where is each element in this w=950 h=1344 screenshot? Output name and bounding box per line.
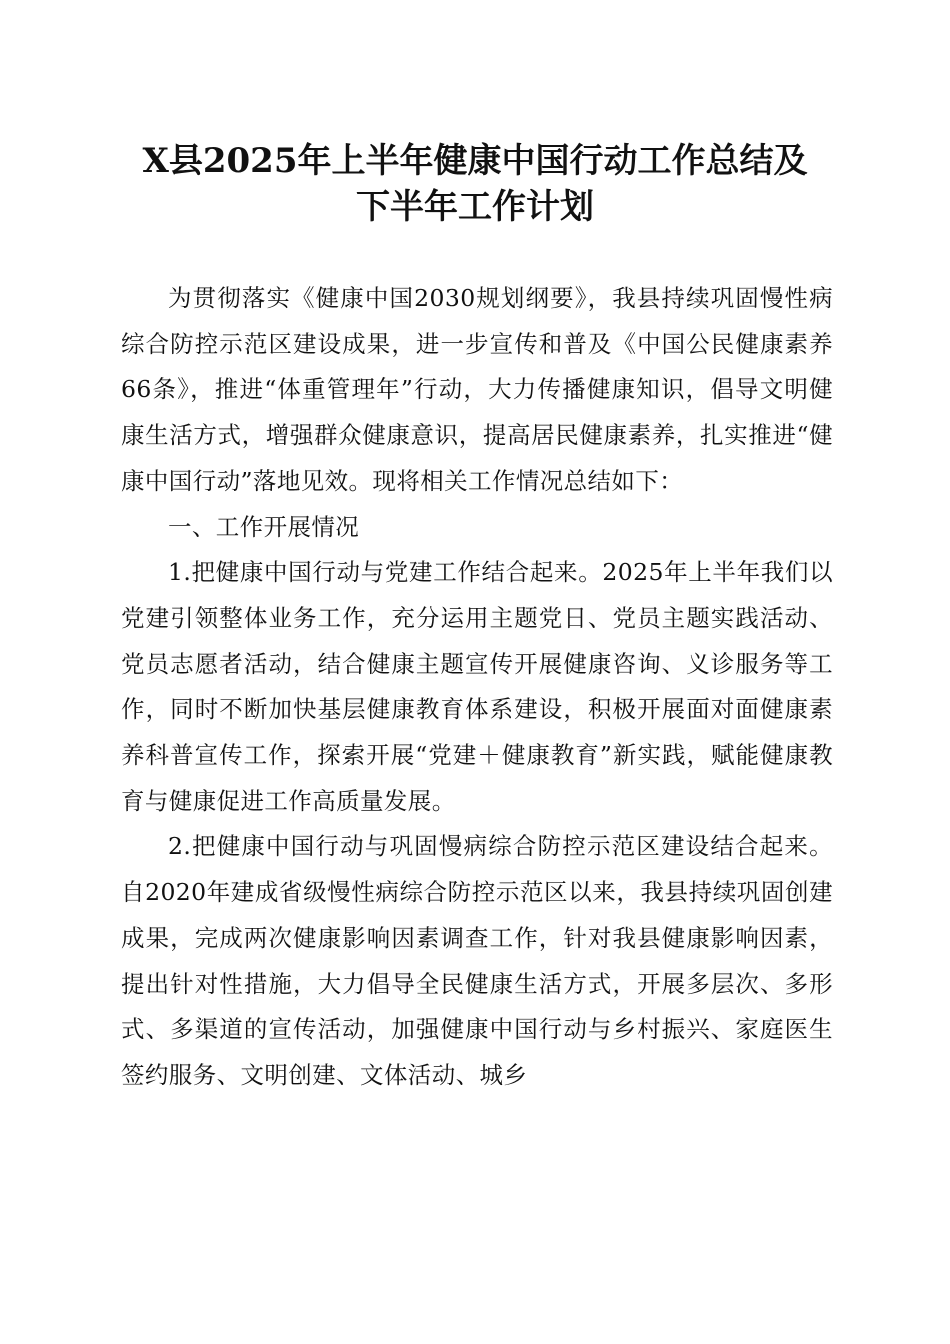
item-2-paragraph: 2.把健康中国行动与巩固慢病综合防控示范区建设结合起来。自2020年建成省级慢性病综合防控示范区以来，我县持续巩固创建成果，完成两次健康影响因素调查工作，针对我县健康影响因素，提出针对性措施，大力倡导全民健康生活方式，开展多层次、多形式、多渠道的宣传活动，加强健康中国行动与乡村振兴、家庭医生签约服务、文明创建、文体活动、城乡 [121, 832, 833, 1089]
document-title-line-1: X县2025年上半年健康中国行动工作总结及 [142, 141, 808, 181]
section-heading-work-progress: 一、工作开展情况 [168, 512, 360, 541]
item-1-paragraph: 1.把健康中国行动与党建工作结合起来。2025年上半年我们以党建引领整体业务工作，充分运用主题党日、党员主题实践活动、党员志愿者活动，结合健康主题宣传开展健康咨询、义诊服务等工作，同时不断加快基层健康教育体系建设，积极开展面对面健康素养科普宣传工作，探索开展“党建＋健康教育”新实践，赋能健康教育与健康促进工作高质量发展。 [121, 558, 833, 815]
document-body [121, 276, 833, 1099]
intro-paragraph: 为贯彻落实《健康中国2030规划纲要》，我县持续巩固慢性病综合防控示范区建设成果，进一步宣传和普及《中国公民健康素养66条》，推进“体重管理年”行动，大力传播健康知识，倡导文明健康生活方式，增强群众健康意识，提高居民健康素养，扎实推进“健康中国行动”落地见效。现将相关工作情况总结如下： [121, 284, 833, 495]
document-title-line-2: 下半年工作计划 [356, 187, 594, 227]
